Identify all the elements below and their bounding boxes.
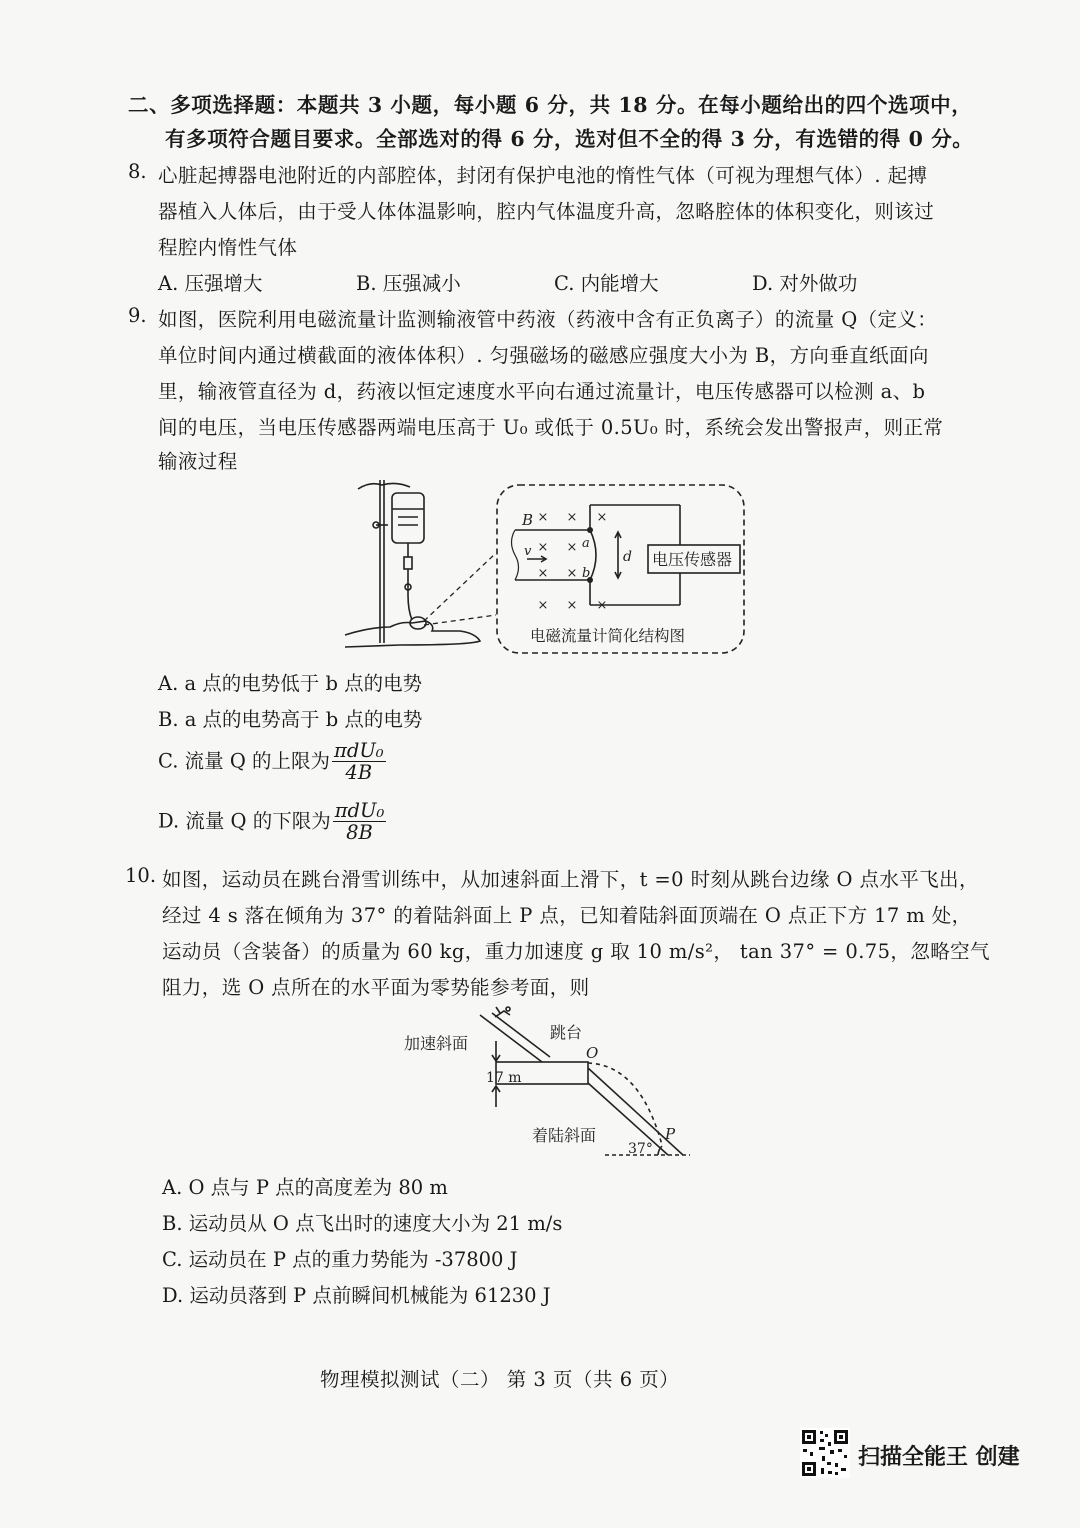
q10-line-3: 运动员（含装备）的质量为 60 kg，重力加速度 g 取 10 m/s²， tan 37° = 0.75，忽略空气 — [162, 940, 990, 963]
q8-number: 8. — [128, 160, 147, 183]
q9-option-d — [158, 800, 386, 844]
svg-text:×: × — [596, 510, 608, 525]
label-height: 17 m — [486, 1070, 522, 1086]
q10-figure — [400, 1005, 700, 1160]
q9-option-d-denominator: 8B — [346, 821, 373, 845]
svg-text:×: × — [537, 510, 549, 525]
svg-text:×: × — [566, 598, 578, 613]
label-angle: 37° — [628, 1141, 653, 1157]
q8-line-2: 器植入人体后，由于受人体体温影响，腔内气体温度升高，忽略腔体的体积变化，则该过 — [158, 200, 935, 223]
q9-option-a: A. a 点的电势低于 b 点的电势 — [158, 672, 423, 695]
q9-option-d-fraction — [333, 800, 387, 844]
label-platform: 跳台 — [550, 1023, 583, 1042]
q9-line-5: 输液过程 — [158, 450, 238, 473]
q8-option-b: B. 压强减小 — [356, 272, 461, 295]
q8-option-c: C. 内能增大 — [554, 272, 659, 295]
scanner-watermark: 扫描全能王 创建 — [858, 1445, 1020, 1470]
q9-figure — [340, 475, 760, 660]
svg-text:×: × — [537, 540, 549, 555]
label-P: P — [665, 1125, 676, 1143]
section-heading-line-1: 二、多项选择题：本题共 3 小题，每小题 6 分，共 18 分。在每小题给出的四个选项中， — [128, 93, 973, 117]
svg-text:×: × — [566, 510, 578, 525]
label-d: d — [623, 549, 632, 565]
label-a: a — [582, 536, 590, 551]
q8-option-d: D. 对外做功 — [752, 272, 858, 295]
label-O: O — [586, 1044, 599, 1062]
q8-line-1: 心脏起搏器电池附近的内部腔体，封闭有保护电池的惰性气体（可视为理想气体）. 起搏 — [158, 164, 928, 187]
q10-option-d: D. 运动员落到 P 点前瞬间机械能为 61230 J — [162, 1284, 551, 1307]
label-b: b — [582, 566, 591, 581]
q9-option-b: B. a 点的电势高于 b 点的电势 — [158, 708, 423, 731]
q8-option-a: A. 压强增大 — [158, 272, 263, 295]
voltage-sensor-label: 电压传感器 — [652, 550, 733, 569]
q10-line-4: 阻力，选 O 点所在的水平面为零势能参考面，则 — [162, 976, 590, 999]
q9-option-c-text: C. 流量 Q 的上限为 — [158, 749, 331, 773]
label-accel-slope: 加速斜面 — [404, 1034, 469, 1053]
iv-stand-illustration — [345, 480, 480, 647]
svg-text:×: × — [566, 566, 578, 581]
qr-code-icon — [800, 1428, 850, 1478]
q9-line-1: 如图，医院利用电磁流量计监测输液管中药液（药液中含有正负离子）的流量 Q（定义： — [158, 308, 938, 331]
q9-option-c-denominator: 4B — [345, 761, 373, 785]
q10-number: 10. — [125, 864, 157, 887]
svg-text:×: × — [537, 566, 549, 581]
q9-option-c-numerator: πdU₀ — [334, 739, 384, 762]
svg-text:×: × — [566, 540, 578, 555]
q10-option-a: A. O 点与 P 点的高度差为 80 m — [162, 1176, 448, 1199]
q10-line-1: 如图，运动员在跳台滑雪训练中，从加速斜面上滑下，t =0 时刻从跳台边缘 O 点水平飞出， — [162, 868, 979, 891]
svg-text:×: × — [596, 598, 608, 613]
q9-option-c — [158, 740, 386, 784]
q10-line-2: 经过 4 s 落在倾角为 37° 的着陆斜面上 P 点，已知着陆斜面顶端在 O 点正下方 17 m 处， — [162, 904, 972, 927]
q9-option-d-text: D. 流量 Q 的下限为 — [158, 809, 331, 833]
q9-line-3: 里，输液管直径为 d，药液以恒定速度水平向右通过流量计，电压传感器可以检测 a、b — [158, 380, 926, 403]
q10-option-b: B. 运动员从 O 点飞出时的速度大小为 21 m/s — [162, 1212, 563, 1235]
q9-option-d-numerator: πdU₀ — [334, 799, 385, 822]
page-footer: 物理模拟测试（二） 第 3 页（共 6 页） — [320, 1368, 680, 1391]
q9-number: 9. — [128, 304, 147, 327]
q9-option-c-fraction — [332, 740, 386, 784]
flowmeter-caption: 电磁流量计简化结构图 — [530, 627, 686, 645]
q10-option-c: C. 运动员在 P 点的重力势能为 -37800 J — [162, 1248, 518, 1271]
q8-line-3: 程腔内惰性气体 — [158, 236, 298, 259]
svg-text:×: × — [537, 598, 549, 613]
q9-line-2: 单位时间内通过横截面的液体体积）. 匀强磁场的磁感应强度大小为 B，方向垂直纸面向 — [158, 344, 929, 367]
section-heading-line-2: 有多项符合题目要求。全部选对的得 6 分，选对但不全的得 3 分，有选错的得 0 分。 — [165, 127, 974, 151]
q9-line-4: 间的电压，当电压传感器两端电压高于 U₀ 或低于 0.5U₀ 时，系统会发出警报声，则正常 — [158, 416, 944, 439]
label-v: v — [524, 544, 532, 559]
label-landing-slope: 着陆斜面 — [532, 1126, 597, 1145]
label-B: B — [522, 511, 534, 529]
